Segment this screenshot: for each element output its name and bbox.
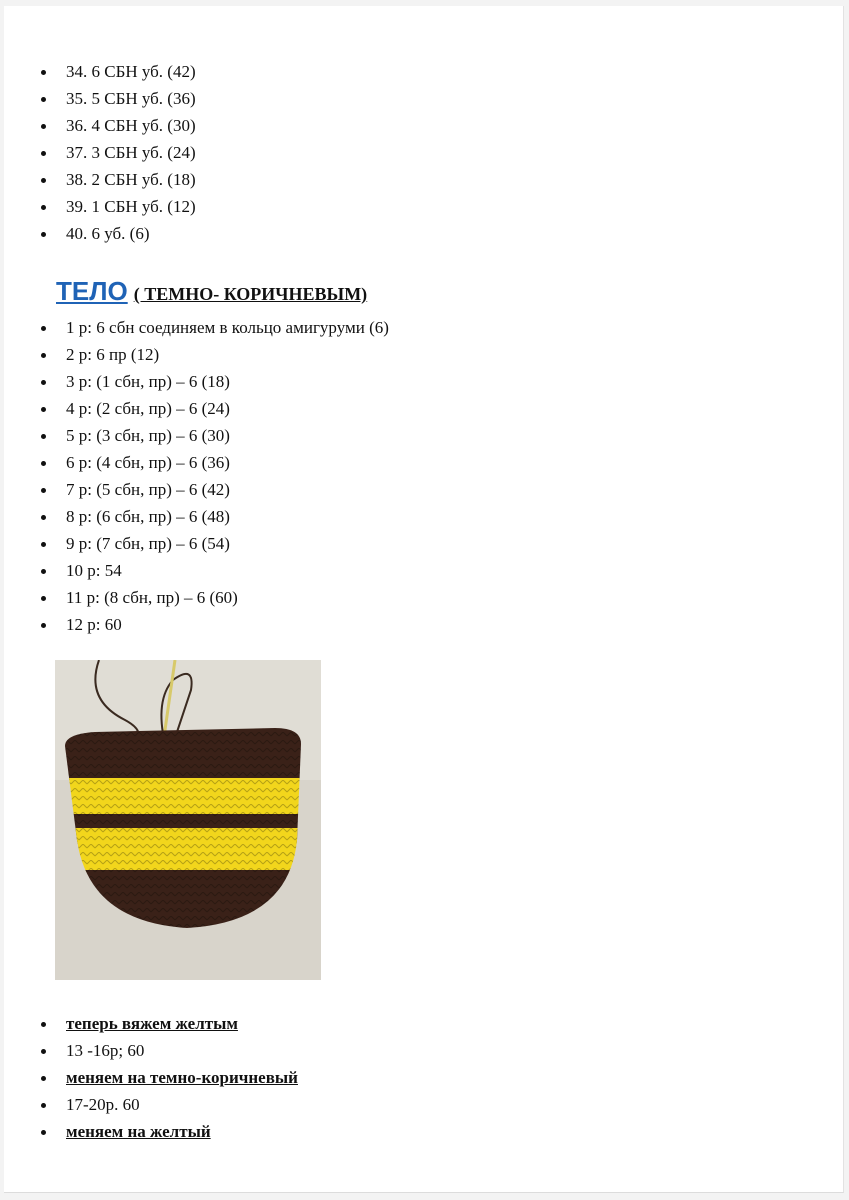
crochet-body-photo [55, 660, 321, 980]
list-item: 39. 1 СБН уб. (12) [4, 193, 196, 220]
list-item: 10 р: 54 [4, 557, 389, 584]
list-item: 40. 6 уб. (6) [4, 220, 196, 247]
list-item: 1 р: 6 сбн соединяем в кольцо амигуруми (6) [4, 314, 389, 341]
list-item: меняем на желтый [4, 1118, 298, 1145]
list-item: 4 р: (2 сбн, пр) – 6 (24) [4, 395, 389, 422]
list-item: 13 -16р; 60 [4, 1037, 298, 1064]
list-item: 17-20р. 60 [4, 1091, 298, 1118]
list-item: 35. 5 СБН уб. (36) [4, 85, 196, 112]
list-item: теперь вяжем желтым [4, 1010, 298, 1037]
list-item: 2 р: 6 пр (12) [4, 341, 389, 368]
list-item: 34. 6 СБН уб. (42) [4, 58, 196, 85]
section-subtitle: ( ТЕМНО- КОРИЧНЕВЫМ) [133, 284, 368, 304]
list-item: 3 р: (1 сбн, пр) – 6 (18) [4, 368, 389, 395]
row-list-colors [4, 1010, 298, 1145]
list-item: 9 р: (7 сбн, пр) – 6 (54) [4, 530, 389, 557]
list-item: 6 р: (4 сбн, пр) – 6 (36) [4, 449, 389, 476]
document-page [4, 6, 844, 1193]
section-title: ТЕЛО [56, 276, 128, 306]
list-item: 12 р: 60 [4, 611, 389, 638]
list-item: 5 р: (3 сбн, пр) – 6 (30) [4, 422, 389, 449]
list-item: 8 р: (6 сбн, пр) – 6 (48) [4, 503, 389, 530]
section-heading [56, 276, 367, 307]
list-item: 38. 2 СБН уб. (18) [4, 166, 196, 193]
list-item: 7 р: (5 сбн, пр) – 6 (42) [4, 476, 389, 503]
row-list-body [4, 314, 389, 638]
list-item: 37. 3 СБН уб. (24) [4, 139, 196, 166]
list-item: 11 р: (8 сбн, пр) – 6 (60) [4, 584, 389, 611]
row-list-head-decreases [4, 58, 196, 247]
list-item: 36. 4 СБН уб. (30) [4, 112, 196, 139]
list-item: меняем на темно-коричневый [4, 1064, 298, 1091]
crochet-body-illustration [55, 660, 321, 980]
